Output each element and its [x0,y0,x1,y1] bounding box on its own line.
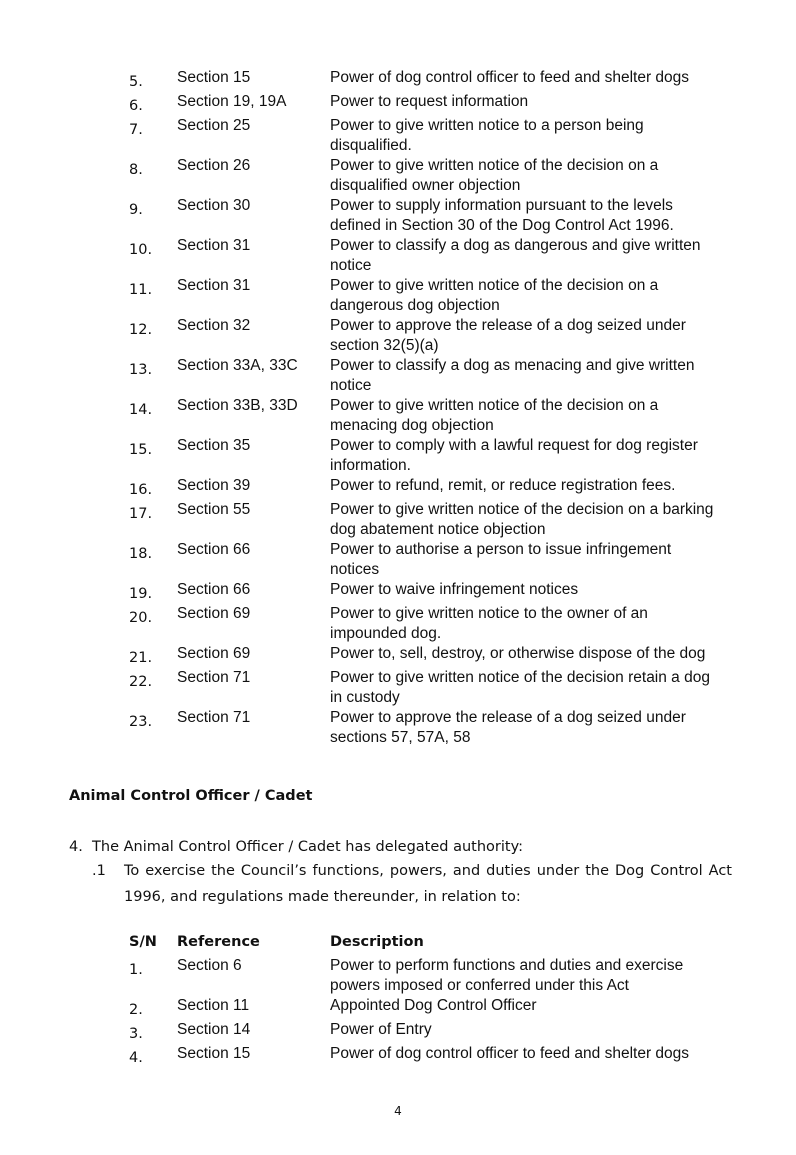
row-number: 9. [129,202,143,218]
row-number: 13. [129,362,153,378]
row-reference: Section 33A, 33C [177,357,298,374]
table-row [129,92,729,116]
table-row [129,708,729,748]
table-row [129,436,729,476]
row-number: 12. [129,322,153,338]
table-row [129,276,729,316]
row-number: 21. [129,650,153,666]
paragraph-label: .1 [92,863,106,879]
row-description: Power to give written notice to a person being disqualified. [330,117,644,154]
row-reference: Section 15 [177,69,251,86]
row-number: 18. [129,546,153,562]
row-number: 6. [129,98,143,114]
row-number: 11. [129,282,153,298]
row-number: 7. [129,122,143,138]
row-reference: Section 15 [177,1045,251,1062]
row-reference: Section 26 [177,157,251,174]
row-number: 1. [129,962,143,978]
row-reference: Section 19, 19A [177,93,287,110]
row-reference: Section 66 [177,541,251,558]
table-row [129,996,729,1020]
row-reference: Section 32 [177,317,251,334]
row-number: 3. [129,1026,143,1042]
paragraph-text: To exercise the Council’s functions, powers, and duties under the Dog Control Act 1996, and regulations made thereunder, in relation to: [124,863,732,905]
row-reference: Section 6 [177,957,242,974]
table-row [129,668,729,708]
row-number: 22. [129,674,153,690]
row-description: Power to give written notice of the decision on a barking dog abatement notice objection [330,501,714,538]
row-reference: Section 14 [177,1021,251,1038]
paragraph-4: 4. The Animal Control Officer / Cadet has delegated authority: [69,839,523,855]
row-number: 15. [129,442,153,458]
table-row [129,540,729,580]
table-row [129,500,729,540]
header-description: Description [330,934,424,950]
section-heading: Animal Control Officer / Cadet [69,788,313,804]
row-description: Power to give written notice of the decision on a dangerous dog objection [330,277,659,314]
table-row [129,116,729,156]
table-header [129,934,729,950]
row-reference: Section 71 [177,669,251,686]
table-row [129,236,729,276]
row-number: 10. [129,242,153,258]
row-reference: Section 55 [177,501,251,518]
row-description: Power to perform functions and duties and exercise powers imposed or conferred under this Act [330,957,684,994]
table-row [129,316,729,356]
header-sn: S/N [129,934,157,950]
row-number: 2. [129,1002,143,1018]
row-description: Power to give written notice of the decision on a disqualified owner objection [330,157,659,194]
row-reference: Section 11 [177,997,250,1014]
row-reference: Section 33B, 33D [177,397,298,414]
row-number: 19. [129,586,153,602]
row-reference: Section 71 [177,709,251,726]
table-row [129,196,729,236]
table-row [129,1020,729,1044]
table-row [129,476,729,500]
row-number: 4. [129,1050,143,1066]
row-description: Power of dog control officer to feed and shelter dogs [330,69,690,86]
table-row [129,604,729,644]
row-description: Power to refund, remit, or reduce registration fees. [330,477,676,494]
row-number: 17. [129,506,153,522]
table-row [129,156,729,196]
header-reference: Reference [177,934,260,950]
page-number: 4 [394,1104,402,1118]
delegation-table [129,956,729,1068]
table-row [129,580,729,604]
row-description: Appointed Dog Control Officer [330,997,537,1014]
row-reference: Section 30 [177,197,251,214]
row-description: Power to, sell, destroy, or otherwise dispose of the dog [330,645,706,662]
row-description: Power of Entry [330,1021,432,1038]
row-reference: Section 39 [177,477,251,494]
row-number: 20. [129,610,153,626]
table-row [129,956,729,996]
table-row [129,644,729,668]
row-number: 14. [129,402,153,418]
table-row [129,68,729,92]
row-description: Power to request information [330,93,529,110]
table-row [129,396,729,436]
row-description: Power to supply information pursuant to the levels defined in Section 30 of the Dog Control Act 1996. [330,197,674,234]
row-description: Power to approve the release of a dog seized under sections 57, 57A, 58 [330,709,686,746]
row-description: Power to give written notice of the decision on a menacing dog objection [330,397,659,434]
row-reference: Section 69 [177,605,251,622]
row-reference: Section 69 [177,645,251,662]
row-number: 8. [129,162,143,178]
row-reference: Section 66 [177,581,251,598]
row-reference: Section 25 [177,117,251,134]
row-description: Power to waive infringement notices [330,581,579,598]
row-reference: Section 31 [177,237,251,254]
row-description: Power to authorise a person to issue infringement notices [330,541,672,578]
row-description: Power of dog control officer to feed and shelter dogs [330,1045,690,1062]
row-description: Power to approve the release of a dog seized under section 32(5)(a) [330,317,686,354]
delegation-table-continued [129,68,729,748]
paragraph-4-1 [92,858,732,910]
row-description: Power to classify a dog as dangerous and give written notice [330,237,701,274]
row-number: 5. [129,74,143,90]
row-description: Power to give written notice of the decision retain a dog in custody [330,669,710,706]
table-row [129,1044,729,1068]
row-description: Power to classify a dog as menacing and give written notice [330,357,695,394]
row-description: Power to give written notice to the owner of an impounded dog. [330,605,648,642]
row-reference: Section 35 [177,437,251,454]
row-reference: Section 31 [177,277,251,294]
table-row [129,356,729,396]
row-description: Power to comply with a lawful request for dog register information. [330,437,698,474]
row-number: 23. [129,714,153,730]
row-number: 16. [129,482,153,498]
